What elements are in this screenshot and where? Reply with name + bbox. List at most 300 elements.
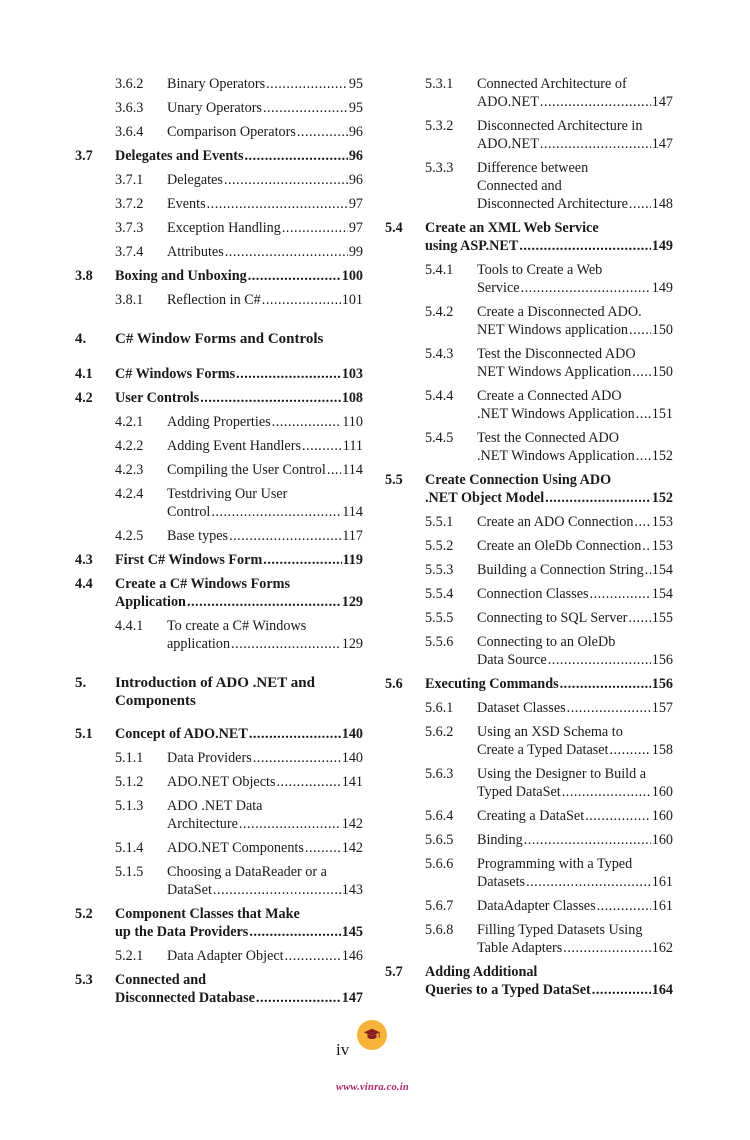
toc-entry-body <box>477 159 673 213</box>
toc-page-number: 161 <box>651 874 673 890</box>
toc-subsection-entry <box>75 219 363 237</box>
toc-entry-body <box>477 429 673 465</box>
toc-entry-line <box>167 815 363 833</box>
dot-leader <box>277 773 341 791</box>
dot-leader <box>211 503 341 521</box>
dot-leader <box>632 363 651 381</box>
graduation-cap-icon <box>363 1026 381 1044</box>
toc-subsection-entry <box>75 749 363 767</box>
toc-entry-title: Connected Architecture of <box>477 76 627 92</box>
dot-leader <box>636 447 651 465</box>
toc-entry-line <box>477 585 673 603</box>
toc-entry-number: 5.6.4 <box>425 808 454 824</box>
toc-page-number: 103 <box>341 366 363 382</box>
toc-entry-number: 4.2.3 <box>115 462 144 478</box>
toc-entry-title: Create a Typed Dataset <box>477 742 609 758</box>
dot-leader <box>244 147 347 165</box>
toc-entry-number: 5.4.1 <box>425 262 454 278</box>
toc-subsection-entry <box>75 527 363 545</box>
toc-page-number: 114 <box>342 504 363 520</box>
toc-entry-title: DataAdapter Classes <box>477 898 596 914</box>
toc-chapter-heading <box>75 330 363 348</box>
toc-page-number: 117 <box>342 528 363 544</box>
toc-entry-title: Test the Disconnected ADO <box>477 346 636 362</box>
toc-page-number: 97 <box>348 220 363 236</box>
toc-entry-line <box>477 609 673 627</box>
toc-entry-line <box>477 429 673 447</box>
toc-entry-body <box>167 527 363 545</box>
toc-page-number: 147 <box>651 136 673 152</box>
toc-entry-title: Programming with a Typed <box>477 856 633 872</box>
toc-entry-title: Boxing and Unboxing <box>115 268 247 284</box>
toc-entry-body <box>167 195 363 213</box>
toc-entry-body <box>115 330 363 348</box>
toc-entry-number: 3.7.3 <box>115 220 144 236</box>
toc-page-number: 96 <box>348 148 363 164</box>
toc-entry-number: 3.6.3 <box>115 100 144 116</box>
page-number: iv <box>336 1040 350 1059</box>
toc-entry-line <box>477 807 673 825</box>
toc-page-number: 140 <box>341 750 363 766</box>
toc-entry-title: .NET Windows Application <box>477 448 635 464</box>
toc-entry-line <box>477 633 673 651</box>
toc-page-number: 129 <box>341 636 363 652</box>
toc-section-entry <box>385 471 673 507</box>
toc-page-number: 160 <box>651 808 673 824</box>
dot-leader <box>540 93 651 111</box>
toc-entry-number: 5.6.6 <box>425 856 454 872</box>
toc-entry-line <box>477 447 673 465</box>
toc-entry-line <box>425 219 673 237</box>
toc-entry-title: Datasets <box>477 874 526 890</box>
toc-page-number: 95 <box>348 76 363 92</box>
toc-entry-body <box>425 219 673 255</box>
dot-leader <box>563 939 650 957</box>
toc-entry-title: .NET Windows Application <box>477 406 635 422</box>
toc-page-number: 142 <box>341 840 363 856</box>
dot-leader <box>302 437 342 455</box>
dot-leader <box>229 527 341 545</box>
toc-entry-line <box>477 177 673 195</box>
toc-entry-title: Queries to a Typed DataSet <box>425 982 591 998</box>
toc-entry-title: up the Data Providers <box>115 924 249 940</box>
toc-entry-title: ADO.NET Objects <box>167 774 276 790</box>
toc-page-number: 97 <box>348 196 363 212</box>
toc-subsection-entry <box>75 195 363 213</box>
toc-entry-line <box>115 551 363 569</box>
toc-entry-body <box>167 863 363 899</box>
toc-page-number: 157 <box>651 700 673 716</box>
toc-entry-line <box>477 321 673 339</box>
toc-entry-body <box>425 471 673 507</box>
toc-entry-line <box>477 561 673 579</box>
toc-entry-line <box>167 839 363 857</box>
toc-entry-body <box>477 831 673 849</box>
toc-section-entry <box>385 963 673 999</box>
toc-subsection-entry <box>75 437 363 455</box>
toc-entry-title: Concept of ADO.NET <box>115 726 248 742</box>
toc-page-number: 154 <box>651 586 673 602</box>
dot-leader <box>545 489 651 507</box>
toc-entry-body <box>167 171 363 189</box>
toc-entry-body <box>167 839 363 857</box>
toc-page-number: 152 <box>651 490 673 506</box>
toc-entry-line <box>167 437 363 455</box>
toc-entry-body <box>115 971 363 1007</box>
toc-page-number: 111 <box>342 438 363 454</box>
toc-entry-body <box>477 609 673 627</box>
toc-entry-body <box>477 513 673 531</box>
toc-page-number: 145 <box>341 924 363 940</box>
toc-entry-number: 5.6.2 <box>425 724 454 740</box>
toc-entry-title: Components <box>115 693 196 709</box>
toc-entry-title: Compiling the User Control <box>167 462 326 478</box>
toc-page-number: 154 <box>651 562 673 578</box>
toc-entry-body <box>115 725 363 743</box>
toc-page-number: 129 <box>341 594 363 610</box>
toc-subsection-entry <box>75 413 363 431</box>
toc-page-number: 147 <box>341 990 363 1006</box>
toc-entry-body <box>477 537 673 555</box>
toc-page-number: 149 <box>651 280 673 296</box>
toc-subsection-entry <box>385 345 673 381</box>
toc-page-number: 151 <box>651 406 673 422</box>
toc-entry-title: Testdriving Our User <box>167 486 288 502</box>
toc-entry-line <box>167 461 363 479</box>
toc-page-number: 143 <box>341 882 363 898</box>
toc-entry-body <box>477 855 673 891</box>
toc-subsection-entry <box>385 633 673 669</box>
dot-leader <box>585 807 651 825</box>
toc-entry-title: Control <box>167 504 211 520</box>
publisher-logo <box>357 1020 387 1050</box>
toc-entry-line <box>167 123 363 141</box>
toc-entry-body <box>115 389 363 407</box>
toc-page-number: 140 <box>341 726 363 742</box>
toc-entry-title: NET Windows application <box>477 322 629 338</box>
toc-subsection-entry <box>385 117 673 153</box>
toc-entry-body <box>477 699 673 717</box>
toc-entry-line <box>477 159 673 177</box>
toc-page-number: 152 <box>651 448 673 464</box>
toc-entry-line <box>425 675 673 693</box>
toc-section-entry <box>75 551 363 569</box>
toc-entry-line <box>425 981 673 999</box>
toc-entry-line <box>477 855 673 873</box>
dot-leader <box>634 513 650 531</box>
toc-subsection-entry <box>385 921 673 957</box>
toc-entry-title: Connected and <box>477 178 562 194</box>
toc-entry-body <box>167 617 363 653</box>
toc-subsection-entry <box>75 171 363 189</box>
dot-leader <box>567 699 651 717</box>
toc-entry-line <box>167 503 363 521</box>
toc-entry-body <box>115 575 363 611</box>
toc-subsection-entry <box>75 485 363 521</box>
dot-leader <box>187 593 341 611</box>
toc-entry-title: Component Classes that Make <box>115 906 300 922</box>
toc-entry-number: 5.3.3 <box>425 160 454 176</box>
toc-entry-line <box>167 635 363 653</box>
toc-page-number: 96 <box>348 124 363 140</box>
toc-entry-number: 5.1.2 <box>115 774 144 790</box>
toc-entry-number: 5.3.1 <box>425 76 454 92</box>
toc-subsection-entry <box>75 863 363 899</box>
toc-entry-number: 5.6.3 <box>425 766 454 782</box>
toc-entry-line <box>477 831 673 849</box>
toc-section-entry <box>75 147 363 165</box>
toc-entry-title: Delegates and Events <box>115 148 244 164</box>
toc-entry-body <box>167 75 363 93</box>
toc-page-number: 156 <box>651 676 673 692</box>
toc-entry-title: Disconnected Database <box>115 990 255 1006</box>
toc-entry-title: Events <box>167 196 206 212</box>
toc-entry-number: 4.2 <box>75 390 93 406</box>
dot-leader <box>548 651 651 669</box>
toc-subsection-entry <box>75 291 363 309</box>
toc-entry-line <box>167 881 363 899</box>
toc-entry-line <box>477 651 673 669</box>
toc-page-number: 96 <box>348 172 363 188</box>
dot-leader <box>305 839 341 857</box>
toc-entry-line <box>477 195 673 213</box>
toc-subsection-entry <box>75 75 363 93</box>
toc-entry-number: 5.1.1 <box>115 750 144 766</box>
toc-entry-body <box>477 897 673 915</box>
toc-entry-line <box>425 489 673 507</box>
toc-entry-number: 5.2.1 <box>115 948 144 964</box>
toc-entry-title: Delegates <box>167 172 223 188</box>
toc-entry-line <box>115 593 363 611</box>
dot-leader <box>327 461 341 479</box>
toc-entry-line <box>477 513 673 531</box>
toc-entry-line <box>167 947 363 965</box>
toc-entry-title: Attributes <box>167 244 224 260</box>
toc-entry-line <box>477 939 673 957</box>
dot-leader <box>597 897 651 915</box>
toc-entry-title: C# Window Forms and Controls <box>115 331 324 347</box>
toc-entry-number: 5.6.7 <box>425 898 454 914</box>
toc-entry-title: Unary Operators <box>167 100 262 116</box>
toc-entry-title: Disconnected Architecture <box>477 196 628 212</box>
toc-entry-number: 4.2.4 <box>115 486 144 502</box>
dot-leader <box>629 195 651 213</box>
toc-entry-body <box>167 947 363 965</box>
toc-entry-title: Create an XML Web Service <box>425 220 599 236</box>
toc-entry-line <box>167 485 363 503</box>
toc-entry-number: 5.6.5 <box>425 832 454 848</box>
toc-entry-body <box>167 773 363 791</box>
toc-entry-line <box>477 387 673 405</box>
dot-leader <box>200 389 341 407</box>
toc-subsection-entry <box>75 123 363 141</box>
toc-entry-title: Connection Classes <box>477 586 589 602</box>
dot-leader <box>610 741 651 759</box>
toc-entry-line <box>477 261 673 279</box>
toc-entry-body <box>477 261 673 297</box>
toc-subsection-entry <box>385 765 673 801</box>
toc-entry-title: C# Windows Forms <box>115 366 236 382</box>
toc-entry-number: 3.8.1 <box>115 292 144 308</box>
toc-entry-body <box>115 267 363 285</box>
toc-subsection-entry <box>385 561 673 579</box>
toc-entry-number: 5.2 <box>75 906 93 922</box>
dot-leader <box>225 243 348 261</box>
dot-leader <box>519 237 650 255</box>
toc-entry-title: Connected and <box>115 972 207 988</box>
toc-entry-line <box>477 363 673 381</box>
toc-entry-body <box>115 551 363 569</box>
toc-entry-line <box>167 243 363 261</box>
toc-subsection-entry <box>75 243 363 261</box>
dot-leader <box>253 749 341 767</box>
toc-subsection-entry <box>385 585 673 603</box>
dot-leader <box>249 725 341 743</box>
dot-leader <box>540 135 651 153</box>
toc-page-number: 108 <box>341 390 363 406</box>
toc-entry-title: To create a C# Windows <box>167 618 307 634</box>
dot-leader <box>645 561 651 579</box>
toc-section-entry <box>75 365 363 383</box>
toc-entry-title: First C# Windows Form <box>115 552 263 568</box>
dot-leader <box>207 195 348 213</box>
toc-entry-line <box>115 725 363 743</box>
toc-page-number: 110 <box>342 414 363 430</box>
toc-entry-body <box>477 345 673 381</box>
toc-entry-line <box>167 773 363 791</box>
dot-leader <box>263 551 341 569</box>
toc-entry-line <box>477 345 673 363</box>
toc-subsection-entry <box>75 461 363 479</box>
toc-entry-number: 4.1 <box>75 366 93 382</box>
toc-entry-title: ADO.NET <box>477 94 539 110</box>
toc-page-number: 100 <box>341 268 363 284</box>
dot-leader <box>297 123 348 141</box>
toc-entry-line <box>167 171 363 189</box>
toc-entry-line <box>477 75 673 93</box>
dot-leader <box>526 873 651 891</box>
toc-entry-line <box>167 617 363 635</box>
dot-leader <box>521 279 651 297</box>
toc-entry-body <box>477 75 673 111</box>
toc-entry-line <box>425 237 673 255</box>
toc-entry-line <box>477 699 673 717</box>
toc-entry-number: 5.7 <box>385 964 403 980</box>
dot-leader <box>642 537 650 555</box>
dot-leader <box>231 635 341 653</box>
toc-section-entry <box>75 905 363 941</box>
toc-entry-title: Adding Properties <box>167 414 271 430</box>
dot-leader <box>636 405 651 423</box>
toc-entry-title: Reflection in C# <box>167 292 261 308</box>
dot-leader <box>590 585 651 603</box>
toc-subsection-entry <box>385 831 673 849</box>
toc-entry-number: 5.1 <box>75 726 93 742</box>
toc-entry-title: Exception Handling <box>167 220 281 236</box>
toc-entry-line <box>477 897 673 915</box>
dot-leader <box>224 171 348 189</box>
toc-entry-title: Connecting to an OleDb <box>477 634 616 650</box>
dot-leader <box>524 831 651 849</box>
toc-page-number: 101 <box>341 292 363 308</box>
toc-entry-title: Disconnected Architecture in <box>477 118 643 134</box>
toc-subsection-entry <box>385 75 673 111</box>
toc-page-number: 150 <box>651 364 673 380</box>
dot-leader <box>628 609 650 627</box>
publisher-url[interactable]: www.vinra.co.in <box>336 1082 409 1093</box>
toc-entry-number: 5.1.5 <box>115 864 144 880</box>
toc-entry-body <box>167 99 363 117</box>
toc-entry-body <box>477 807 673 825</box>
toc-entry-title: Data Providers <box>167 750 252 766</box>
toc-entry-line <box>477 93 673 111</box>
toc-entry-title: Using the Designer to Build a <box>477 766 647 782</box>
toc-entry-title: Architecture <box>167 816 238 832</box>
toc-entry-line <box>167 797 363 815</box>
dot-leader <box>239 815 341 833</box>
toc-entry-line <box>425 471 673 489</box>
toc-entry-title: Building a Connection String <box>477 562 644 578</box>
toc-entry-line <box>167 75 363 93</box>
toc-entry-number: 5.5.3 <box>425 562 454 578</box>
toc-subsection-entry <box>385 159 673 213</box>
toc-page-number: 147 <box>651 94 673 110</box>
toc-entry-number: 3.7.1 <box>115 172 144 188</box>
toc-entry-title: ADO.NET Components <box>167 840 304 856</box>
toc-entry-body <box>167 797 363 833</box>
toc-entry-number: 4.2.5 <box>115 528 144 544</box>
toc-entry-body <box>167 437 363 455</box>
toc-entry-title: Filling Typed Datasets Using <box>477 922 643 938</box>
toc-entry-number: 5.5.6 <box>425 634 454 650</box>
toc-entry-body <box>115 147 363 165</box>
toc-page-number: 153 <box>651 514 673 530</box>
toc-entry-title: Difference between <box>477 160 589 176</box>
toc-page-number: 150 <box>651 322 673 338</box>
dot-leader <box>249 923 340 941</box>
dot-leader <box>248 267 341 285</box>
toc-page-number: 161 <box>651 898 673 914</box>
toc-entry-number: 4. <box>75 331 87 347</box>
toc-subsection-entry <box>385 429 673 465</box>
toc-entry-line <box>115 365 363 383</box>
toc-subsection-entry <box>75 617 363 653</box>
toc-entry-line <box>167 291 363 309</box>
toc-entry-line <box>115 692 363 710</box>
toc-entry-number: 5.4.2 <box>425 304 454 320</box>
toc-subsection-entry <box>385 699 673 717</box>
toc-entry-title: Tools to Create a Web <box>477 262 603 278</box>
toc-subsection-entry <box>385 303 673 339</box>
toc-page-number: 95 <box>348 100 363 116</box>
toc-entry-body <box>477 117 673 153</box>
toc-entry-title: Introduction of ADO .NET and <box>115 675 315 691</box>
toc-entry-line <box>477 783 673 801</box>
toc-chapter-heading <box>75 674 363 710</box>
toc-entry-line <box>115 971 363 989</box>
toc-entry-title: Adding Event Handlers <box>167 438 301 454</box>
toc-entry-number: 5.4.4 <box>425 388 454 404</box>
toc-entry-line <box>477 765 673 783</box>
dot-leader <box>560 675 651 693</box>
toc-page-number: 148 <box>651 196 673 212</box>
toc-entry-body <box>425 963 673 999</box>
toc-entry-line <box>115 989 363 1007</box>
toc-entry-title: Create a C# Windows Forms <box>115 576 290 592</box>
toc-entry-body <box>115 365 363 383</box>
toc-entry-title: Table Adapters <box>477 940 563 956</box>
toc-entry-body <box>115 674 363 710</box>
